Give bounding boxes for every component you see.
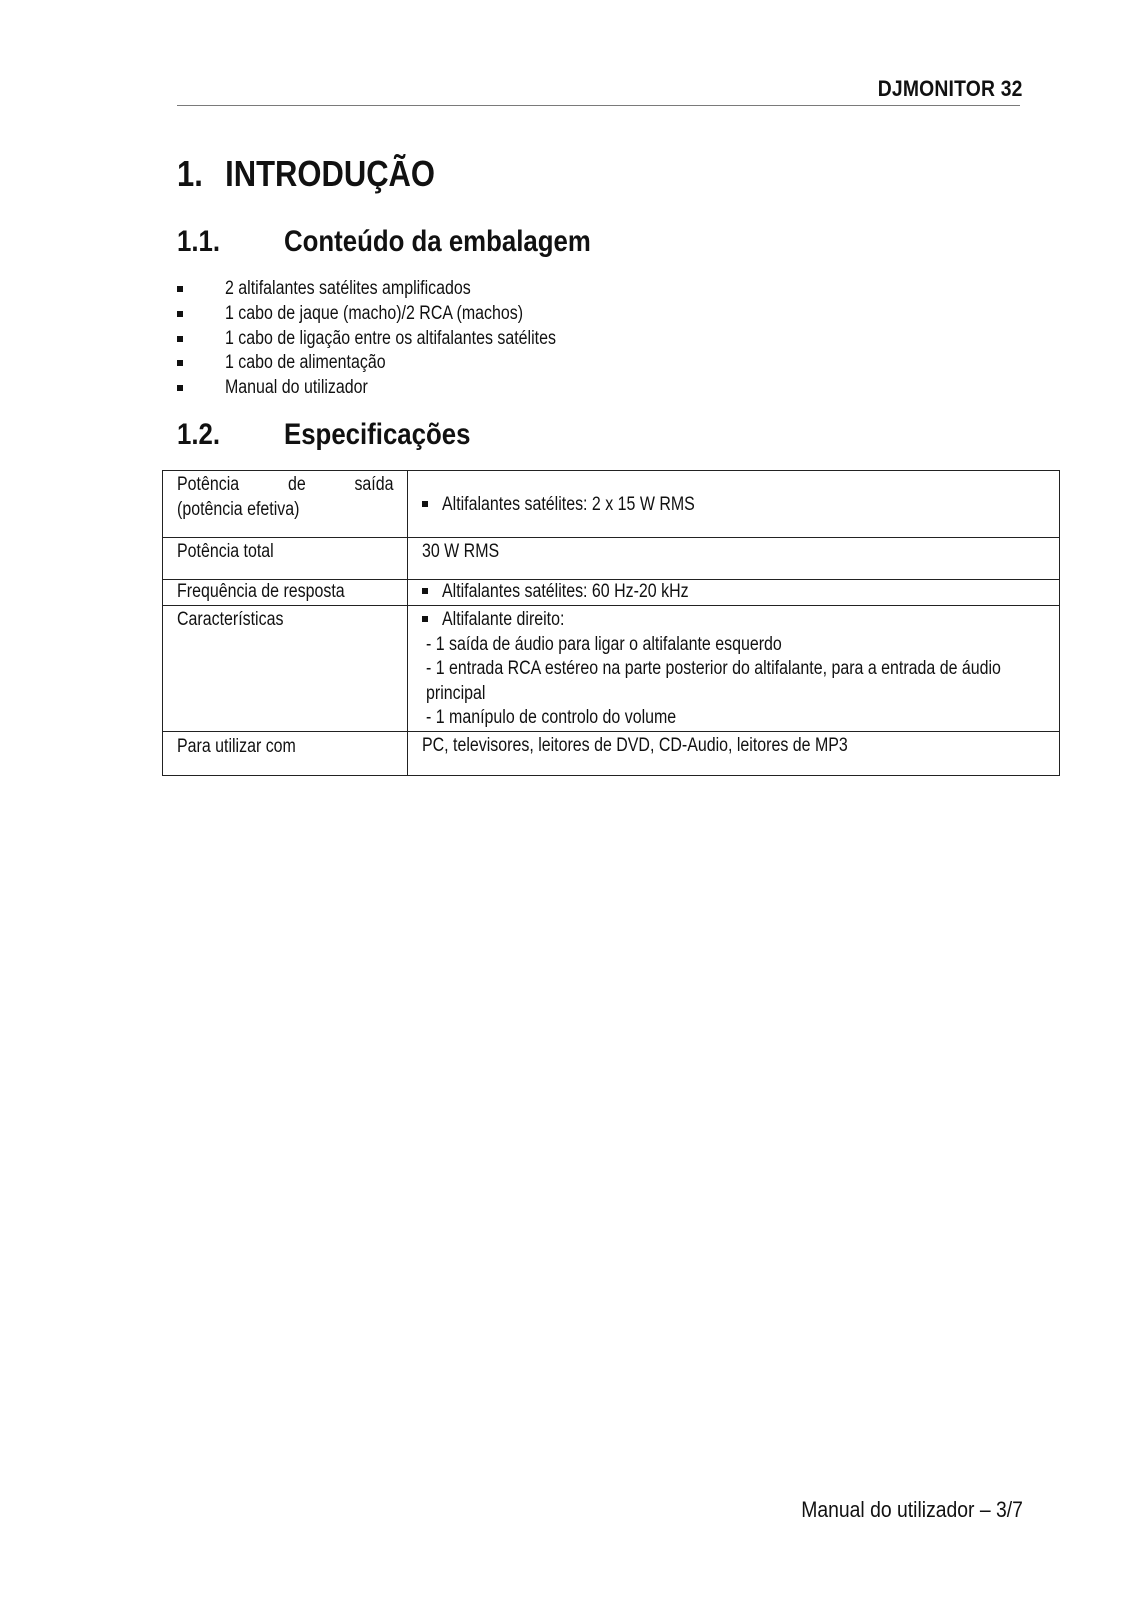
section-number: 1.2. [177,418,221,451]
section-title: Especificações [284,418,471,451]
document-header-title: DJMONITOR 32 [878,76,1023,101]
spec-value: Altifalante direito: - 1 saída de áudio para ligar o altifalante esquerdo - 1 entrada RCA estéreo na parte posterior do altifalante, para a entrada de áudio principal - 1 manípulo de controlo do volume [408,606,1060,732]
spec-value: PC, televisores, leitores de DVD, CD-Audio, leitores de MP3 [408,731,1060,775]
table-row [163,538,1060,580]
spec-label: Potência total [163,538,408,580]
bullet-icon [177,336,183,342]
spec-label: Frequência de resposta [163,580,408,606]
section-title: Conteúdo da embalagem [284,225,591,258]
spec-value: Altifalantes satélites: 2 x 15 W RMS [408,471,1060,538]
table-row [163,606,1060,732]
bullet-icon [422,616,428,622]
bullet-icon [177,360,183,366]
table-row [163,471,1060,538]
spec-value: 30 W RMS [408,538,1060,580]
chapter-title: INTRODUÇÃO [225,153,435,194]
section-number: 1.1. [177,225,221,258]
header-divider [177,105,1020,106]
page-footer: Manual do utilizador – 3/7 [801,1497,1023,1522]
bullet-icon [177,286,183,292]
spec-label: Potência de saída (potência efetiva) [163,471,408,538]
chapter-heading [177,153,435,195]
table-row [163,580,1060,606]
spec-label: Características [163,606,408,732]
bullet-icon [177,311,183,317]
bullet-icon [422,588,428,594]
spec-value: Altifalantes satélites: 60 Hz-20 kHz [408,580,1060,606]
bullet-icon [422,501,428,507]
chapter-number: 1. [177,153,203,194]
bullet-icon [177,385,183,391]
specifications-table [162,470,1060,776]
table-row [163,731,1060,775]
spec-label: Para utilizar com [163,731,408,775]
